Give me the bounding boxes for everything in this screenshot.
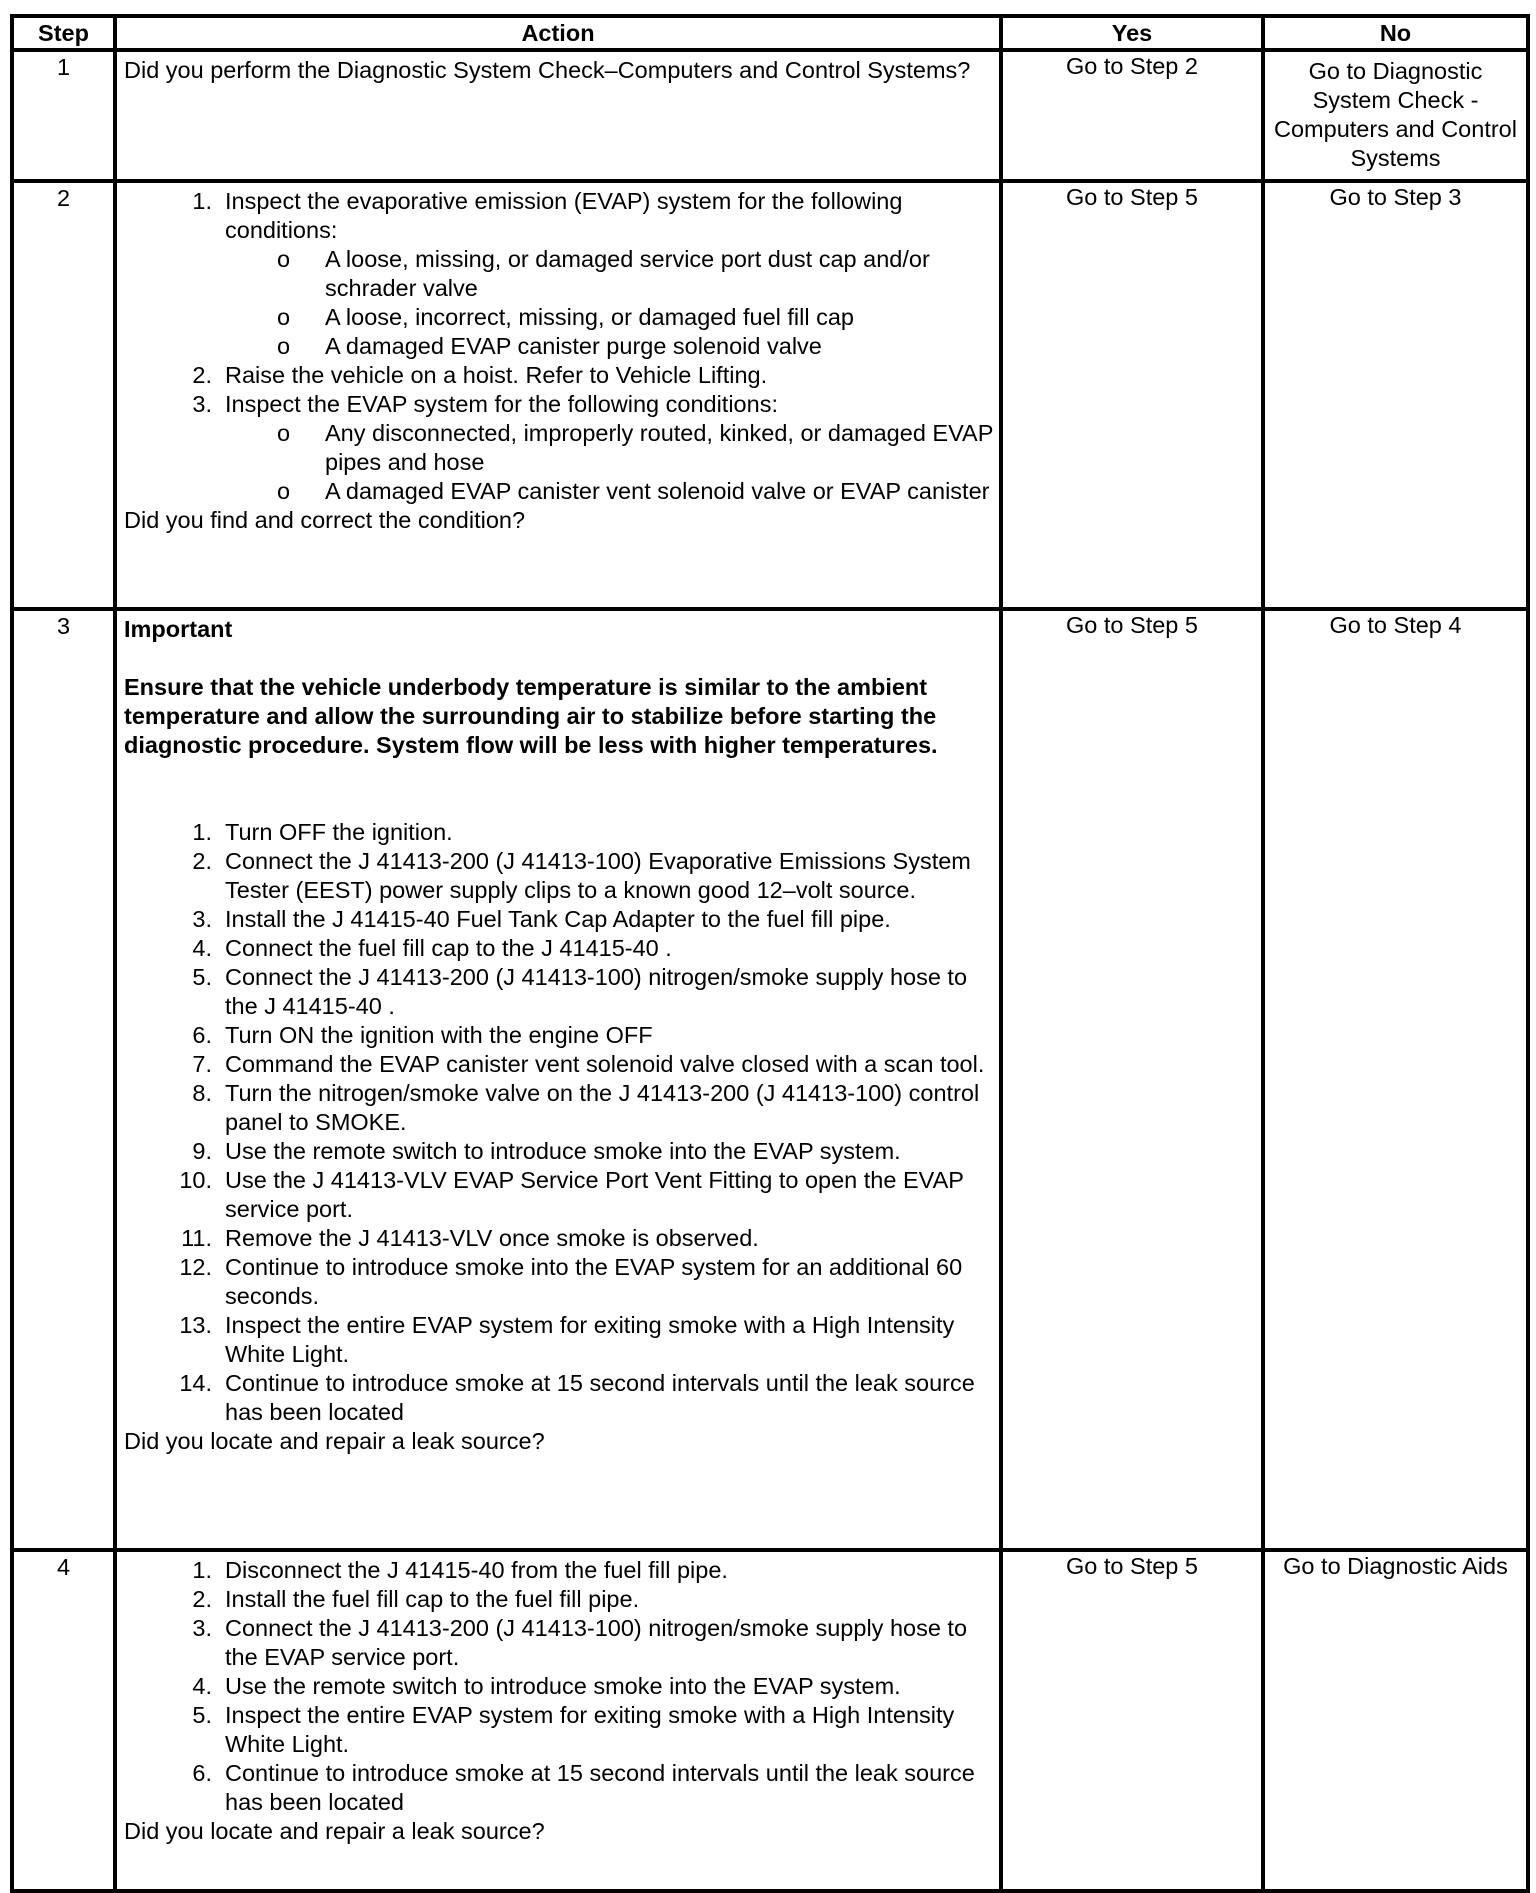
instruction-item	[124, 1224, 993, 1253]
instruction-text: Inspect the entire EVAP system for exiting smoke with a High Intensity White Light.	[225, 1702, 955, 1757]
instruction-text: Install the J 41415-40 Fuel Tank Cap Adapter to the fuel fill pipe.	[225, 906, 891, 932]
yes-link[interactable]: Go to Step 5	[1001, 609, 1263, 1550]
instruction-number: 2.	[192, 1586, 212, 1612]
header-yes: Yes	[1001, 16, 1263, 50]
instruction-item	[124, 847, 993, 905]
instruction-text: Turn the nitrogen/smoke valve on the J 41413-200 (J 41413-100) control panel to SMOKE.	[225, 1080, 980, 1135]
instruction-item	[124, 187, 993, 361]
bullet-icon: o	[277, 246, 291, 272]
no-link[interactable]: Go to Step 4	[1263, 609, 1528, 1550]
step-number: 1	[12, 50, 115, 181]
table-row-step-4	[12, 1550, 1528, 1891]
instruction-number: 13.	[179, 1312, 212, 1338]
instruction-number: 6.	[192, 1760, 212, 1786]
instruction-text: Continue to introduce smoke into the EVAP system for an additional 60 seconds.	[225, 1254, 963, 1309]
sub-condition-item	[225, 332, 993, 361]
instruction-item	[124, 1759, 993, 1817]
table-row-step-1	[12, 50, 1528, 181]
instruction-item	[124, 1137, 993, 1166]
instruction-number: 11.	[181, 1225, 212, 1251]
action-cell	[115, 181, 1001, 609]
instruction-item	[124, 1021, 993, 1050]
instruction-number: 5.	[192, 964, 212, 990]
instruction-number: 7.	[192, 1051, 212, 1077]
instruction-number: 12.	[179, 1254, 212, 1280]
instruction-item	[124, 1556, 993, 1585]
no-link[interactable]: Go to Diagnostic System Check - Computers and Control Systems	[1263, 50, 1528, 181]
bullet-icon: o	[277, 304, 291, 330]
instruction-item	[124, 1701, 993, 1759]
instruction-text: Use the remote switch to introduce smoke into the EVAP system.	[225, 1138, 901, 1164]
sub-condition-item	[225, 303, 993, 332]
yes-link[interactable]: Go to Step 5	[1001, 181, 1263, 609]
instruction-number: 6.	[192, 1022, 212, 1048]
instruction-number: 3.	[192, 391, 212, 417]
instruction-number: 8.	[192, 1080, 212, 1106]
instruction-item	[124, 818, 993, 847]
instruction-text: Connect the J 41413-200 (J 41413-100) nitrogen/smoke supply hose to the J 41415-40 .	[225, 964, 968, 1019]
instruction-number: 1.	[192, 819, 212, 845]
header-step: Step	[12, 16, 115, 50]
action-cell	[115, 609, 1001, 1550]
instruction-text: Command the EVAP canister vent solenoid valve closed with a scan tool.	[225, 1051, 985, 1077]
instruction-item	[124, 390, 993, 506]
instruction-text: Inspect the EVAP system for the following conditions:	[225, 391, 778, 417]
instruction-text: Connect the J 41413-200 (J 41413-100) Evaporative Emissions System Tester (EEST) power supply clips to a known good 12–volt source.	[225, 848, 971, 903]
instruction-text: Continue to introduce smoke at 15 second intervals until the leak source has been located	[225, 1370, 975, 1425]
instruction-number: 14.	[179, 1370, 212, 1396]
instruction-item	[124, 934, 993, 963]
instruction-text: Connect the fuel fill cap to the J 41415-40 .	[225, 935, 672, 961]
instruction-text: Raise the vehicle on a hoist. Refer to Vehicle Lifting.	[225, 362, 768, 388]
sub-condition-text: A damaged EVAP canister vent solenoid valve or EVAP canister	[325, 478, 990, 504]
bullet-icon: o	[277, 333, 291, 359]
question-text: Did you locate and repair a leak source?	[124, 1818, 545, 1844]
instruction-number: 10.	[179, 1167, 212, 1193]
instruction-item	[124, 1050, 993, 1079]
instruction-item	[124, 1253, 993, 1311]
instruction-number: 3.	[192, 1615, 212, 1641]
bullet-icon: o	[277, 420, 291, 446]
action-content	[124, 187, 993, 535]
instruction-item	[124, 1672, 993, 1701]
action-content	[124, 615, 993, 1456]
instruction-number: 1.	[192, 188, 212, 214]
header-no: No	[1263, 16, 1528, 50]
sub-condition-item	[225, 245, 993, 303]
instruction-text: Use the remote switch to introduce smoke into the EVAP system.	[225, 1673, 901, 1699]
instruction-number: 1.	[192, 1557, 212, 1583]
action-cell	[115, 50, 1001, 181]
instruction-item	[124, 1166, 993, 1224]
sub-condition-text: A loose, missing, or damaged service port dust cap and/or schrader valve	[325, 246, 930, 301]
step-number: 3	[12, 609, 115, 1550]
diagnostic-table	[10, 14, 1530, 1893]
step-number: 4	[12, 1550, 115, 1891]
instruction-text: Inspect the entire EVAP system for exiting smoke with a High Intensity White Light.	[225, 1312, 955, 1367]
instruction-text: Remove the J 41413-VLV once smoke is observed.	[225, 1225, 759, 1251]
instruction-item	[124, 1311, 993, 1369]
instruction-text: Turn OFF the ignition.	[225, 819, 453, 845]
instruction-number: 3.	[192, 906, 212, 932]
header-action: Action	[115, 16, 1001, 50]
sub-condition-item	[225, 419, 993, 477]
instruction-list	[124, 1556, 993, 1817]
instruction-item	[124, 1369, 993, 1427]
sub-condition-list	[225, 245, 993, 361]
instruction-text: Use the J 41413-VLV EVAP Service Port Vent Fitting to open the EVAP service port.	[225, 1167, 964, 1222]
instruction-item	[124, 1585, 993, 1614]
action-cell	[115, 1550, 1001, 1891]
instruction-number: 5.	[192, 1702, 212, 1728]
instruction-number: 4.	[192, 1673, 212, 1699]
instruction-item	[124, 1079, 993, 1137]
instruction-number: 2.	[192, 362, 212, 388]
table-row-step-2	[12, 181, 1528, 609]
yes-link[interactable]: Go to Step 5	[1001, 1550, 1263, 1891]
table-row-step-3	[12, 609, 1528, 1550]
instruction-item	[124, 963, 993, 1021]
important-note: Ensure that the vehicle underbody temperature is similar to the ambient temperature and allow the surrounding air to stabilize before starting the diagnostic procedure. System flow will be less with higher temperatures.	[124, 674, 938, 758]
instruction-text: Disconnect the J 41415-40 from the fuel fill pipe.	[225, 1557, 728, 1583]
important-title: Important	[124, 616, 233, 642]
instruction-list	[124, 187, 993, 506]
action-content	[124, 1556, 993, 1846]
no-link[interactable]: Go to Diagnostic Aids	[1263, 1550, 1528, 1891]
step-number: 2	[12, 181, 115, 609]
instruction-number: 2.	[192, 848, 212, 874]
sub-condition-text: A loose, incorrect, missing, or damaged fuel fill cap	[325, 304, 855, 330]
sub-condition-list	[225, 419, 993, 506]
sub-condition-text: Any disconnected, improperly routed, kinked, or damaged EVAP pipes and hose	[325, 420, 993, 475]
yes-link[interactable]: Go to Step 2	[1001, 50, 1263, 181]
sub-condition-item	[225, 477, 993, 506]
question-text: Did you perform the Diagnostic System Check–Computers and Control Systems?	[124, 57, 971, 83]
instruction-item	[124, 1614, 993, 1672]
bullet-icon: o	[277, 478, 291, 504]
instruction-item	[124, 905, 993, 934]
question-text: Did you locate and repair a leak source?	[124, 1428, 545, 1454]
instruction-number: 9.	[192, 1138, 212, 1164]
instruction-list	[124, 818, 993, 1427]
no-link[interactable]: Go to Step 3	[1263, 181, 1528, 609]
instruction-number: 4.	[192, 935, 212, 961]
header-row	[12, 16, 1528, 50]
question-text: Did you find and correct the condition?	[124, 507, 526, 533]
instruction-text: Inspect the evaporative emission (EVAP) system for the following conditions:	[225, 188, 903, 243]
instruction-text: Continue to introduce smoke at 15 second intervals until the leak source has been located	[225, 1760, 975, 1815]
instruction-text: Install the fuel fill cap to the fuel fill pipe.	[225, 1586, 640, 1612]
instruction-item	[124, 361, 993, 390]
instruction-text: Connect the J 41413-200 (J 41413-100) nitrogen/smoke supply hose to the EVAP service port.	[225, 1615, 968, 1670]
instruction-text: Turn ON the ignition with the engine OFF	[225, 1022, 653, 1048]
sub-condition-text: A damaged EVAP canister purge solenoid valve	[325, 333, 822, 359]
